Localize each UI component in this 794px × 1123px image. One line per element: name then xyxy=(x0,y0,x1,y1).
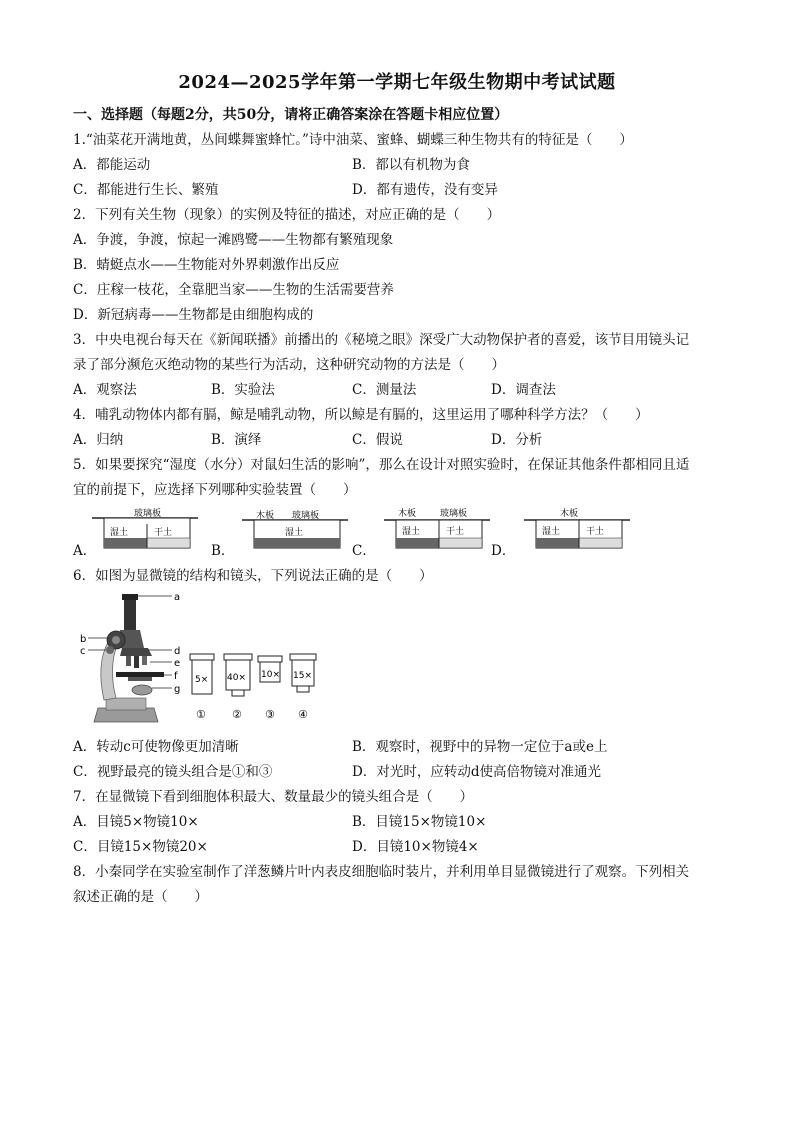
wood-label: 木板 xyxy=(560,509,579,519)
q3-option-b: B．实验法 xyxy=(211,382,275,398)
label-a: a xyxy=(174,592,181,603)
q2-option-c: C．庄稼一枝花，全靠肥当家——生物的生活需要营养 xyxy=(73,282,394,298)
lens-4-mag: 15× xyxy=(293,671,312,681)
lens-2-mag: 40× xyxy=(227,673,246,683)
label-g: g xyxy=(174,684,181,695)
label-d: d xyxy=(174,646,181,657)
wood-label: 木板 xyxy=(398,509,417,519)
lens-num-4: ④ xyxy=(298,708,308,721)
q1-stem: 1.“油菜花开满地黄，丛间蝶舞蜜蜂忙。”诗中油菜、蜜蜂、蝴蝶三种生物共有的特征是（ ） xyxy=(73,132,633,148)
wet-soil-label: 湿土 xyxy=(110,528,129,538)
q3-option-a: A．观察法 xyxy=(73,382,137,398)
glass-label: 玻璃板 xyxy=(292,511,320,521)
q4-option-c: C．假说 xyxy=(352,432,403,448)
wet-soil-label: 湿土 xyxy=(542,527,561,537)
q5-apparatus-b xyxy=(240,508,350,554)
q3-option-c: C．测量法 xyxy=(352,382,417,398)
q5-stem-line1: 5．如果要探究“湿度（水分）对鼠妇生活的影响”，那么在设计对照实验时，在保证其他条件都相同且适 xyxy=(73,457,690,473)
q5-option-a: A． xyxy=(73,543,97,559)
lens-1-mag: 5× xyxy=(195,675,209,685)
lens-num-2: ② xyxy=(232,708,242,721)
label-e: e xyxy=(174,658,181,669)
label-c: c xyxy=(80,646,86,657)
q2-option-b: B．蜻蜓点水——生物能对外界刺激作出反应 xyxy=(73,257,340,273)
q4-stem: 4．哺乳动物体内都有膈，鲸是哺乳动物，所以鲸是有膈的，这里运用了哪种科学方法？（ ） xyxy=(73,407,649,423)
q7-option-c: C．目镜15×物镜20× xyxy=(73,839,208,855)
q6-option-a: A．转动c可使物像更加清晰 xyxy=(73,739,239,755)
q5-option-c: C． xyxy=(352,543,376,559)
q7-option-a: A．目镜5×物镜10× xyxy=(73,814,199,830)
microscope-figure xyxy=(76,590,186,730)
wet-soil-label: 湿土 xyxy=(402,527,421,537)
q7-option-d: D．目镜10×物镜4× xyxy=(352,839,479,855)
q5-option-b: B． xyxy=(211,543,235,559)
q6-option-b: B．观察时，视野中的异物一定位于a或e上 xyxy=(352,739,608,755)
glass-label: 玻璃板 xyxy=(134,509,162,519)
q2-stem: 2．下列有关生物（现象）的实例及特征的描述，对应正确的是（ ） xyxy=(73,207,501,223)
page-title: 2024—2025学年第一学期七年级生物期中考试试题 xyxy=(178,72,616,93)
section-heading: 一、选择题（每题2分，共50分，请将正确答案涂在答题卡相应位置） xyxy=(73,107,509,123)
q5-option-d: D． xyxy=(491,543,516,559)
lens-num-1: ① xyxy=(196,708,206,721)
q6-option-d: D．对光时，应转动d使高倍物镜对准通光 xyxy=(352,764,601,780)
q5-stem-line2: 宜的前提下，应选择下列哪种实验装置（ ） xyxy=(73,482,357,498)
dry-soil-label: 干土 xyxy=(586,527,605,537)
q8-stem-line2: 叙述正确的是（ ） xyxy=(73,889,208,905)
q3-stem-line1: 3．中央电视台每天在《新闻联播》前播出的《秘境之眼》深受广大动物保护者的喜爱，该节目用镜头记 xyxy=(73,332,690,348)
glass-label: 玻璃板 xyxy=(440,509,468,519)
q1-option-a: A．都能运动 xyxy=(73,157,151,173)
lens-3-mag: 10× xyxy=(261,670,280,680)
q3-option-d: D．调查法 xyxy=(491,382,556,398)
q5-apparatus-c xyxy=(382,506,492,554)
label-b: b xyxy=(80,634,87,645)
wood-label: 木板 xyxy=(256,511,275,521)
q4-option-b: B．演绎 xyxy=(211,432,262,448)
q7-stem: 7．在显微镜下看到细胞体积最大、数量最少的镜头组合是（ ） xyxy=(73,789,474,805)
q3-stem-line2: 录了部分濒危灭绝动物的某些行为活动，这种研究动物的方法是（ ） xyxy=(73,357,505,373)
q1-option-b: B．都以有机物为食 xyxy=(352,157,470,173)
q5-apparatus-d xyxy=(522,506,632,554)
lens-num-3: ③ xyxy=(265,708,275,721)
label-f: f xyxy=(174,671,178,682)
q2-option-d: D．新冠病毒——生物都是由细胞构成的 xyxy=(73,307,314,323)
q4-option-d: D．分析 xyxy=(491,432,543,448)
q2-option-a: A．争渡，争渡，惊起一滩鸥鹭——生物都有繁殖现象 xyxy=(73,232,394,248)
q8-stem-line1: 8．小秦同学在实验室制作了洋葱鳞片叶内表皮细胞临时装片，并利用单目显微镜进行了观察。下列相关 xyxy=(73,864,690,880)
q1-option-d: D．都有遗传，没有变异 xyxy=(352,182,498,198)
q4-option-a: A．归纳 xyxy=(73,432,124,448)
dry-soil-label: 干土 xyxy=(446,527,465,537)
q6-option-c: C．视野最亮的镜头组合是①和③ xyxy=(73,764,273,780)
q6-stem: 6．如图为显微镜的结构和镜头，下列说法正确的是（ ） xyxy=(73,568,433,584)
q1-option-c: C．都能进行生长、繁殖 xyxy=(73,182,219,198)
wet-soil-label: 湿土 xyxy=(285,528,304,538)
q7-option-b: B．目镜15×物镜10× xyxy=(352,814,487,830)
lenses-figure xyxy=(186,650,326,725)
q5-apparatus-a xyxy=(90,508,200,554)
dry-soil-label: 干土 xyxy=(154,528,173,538)
